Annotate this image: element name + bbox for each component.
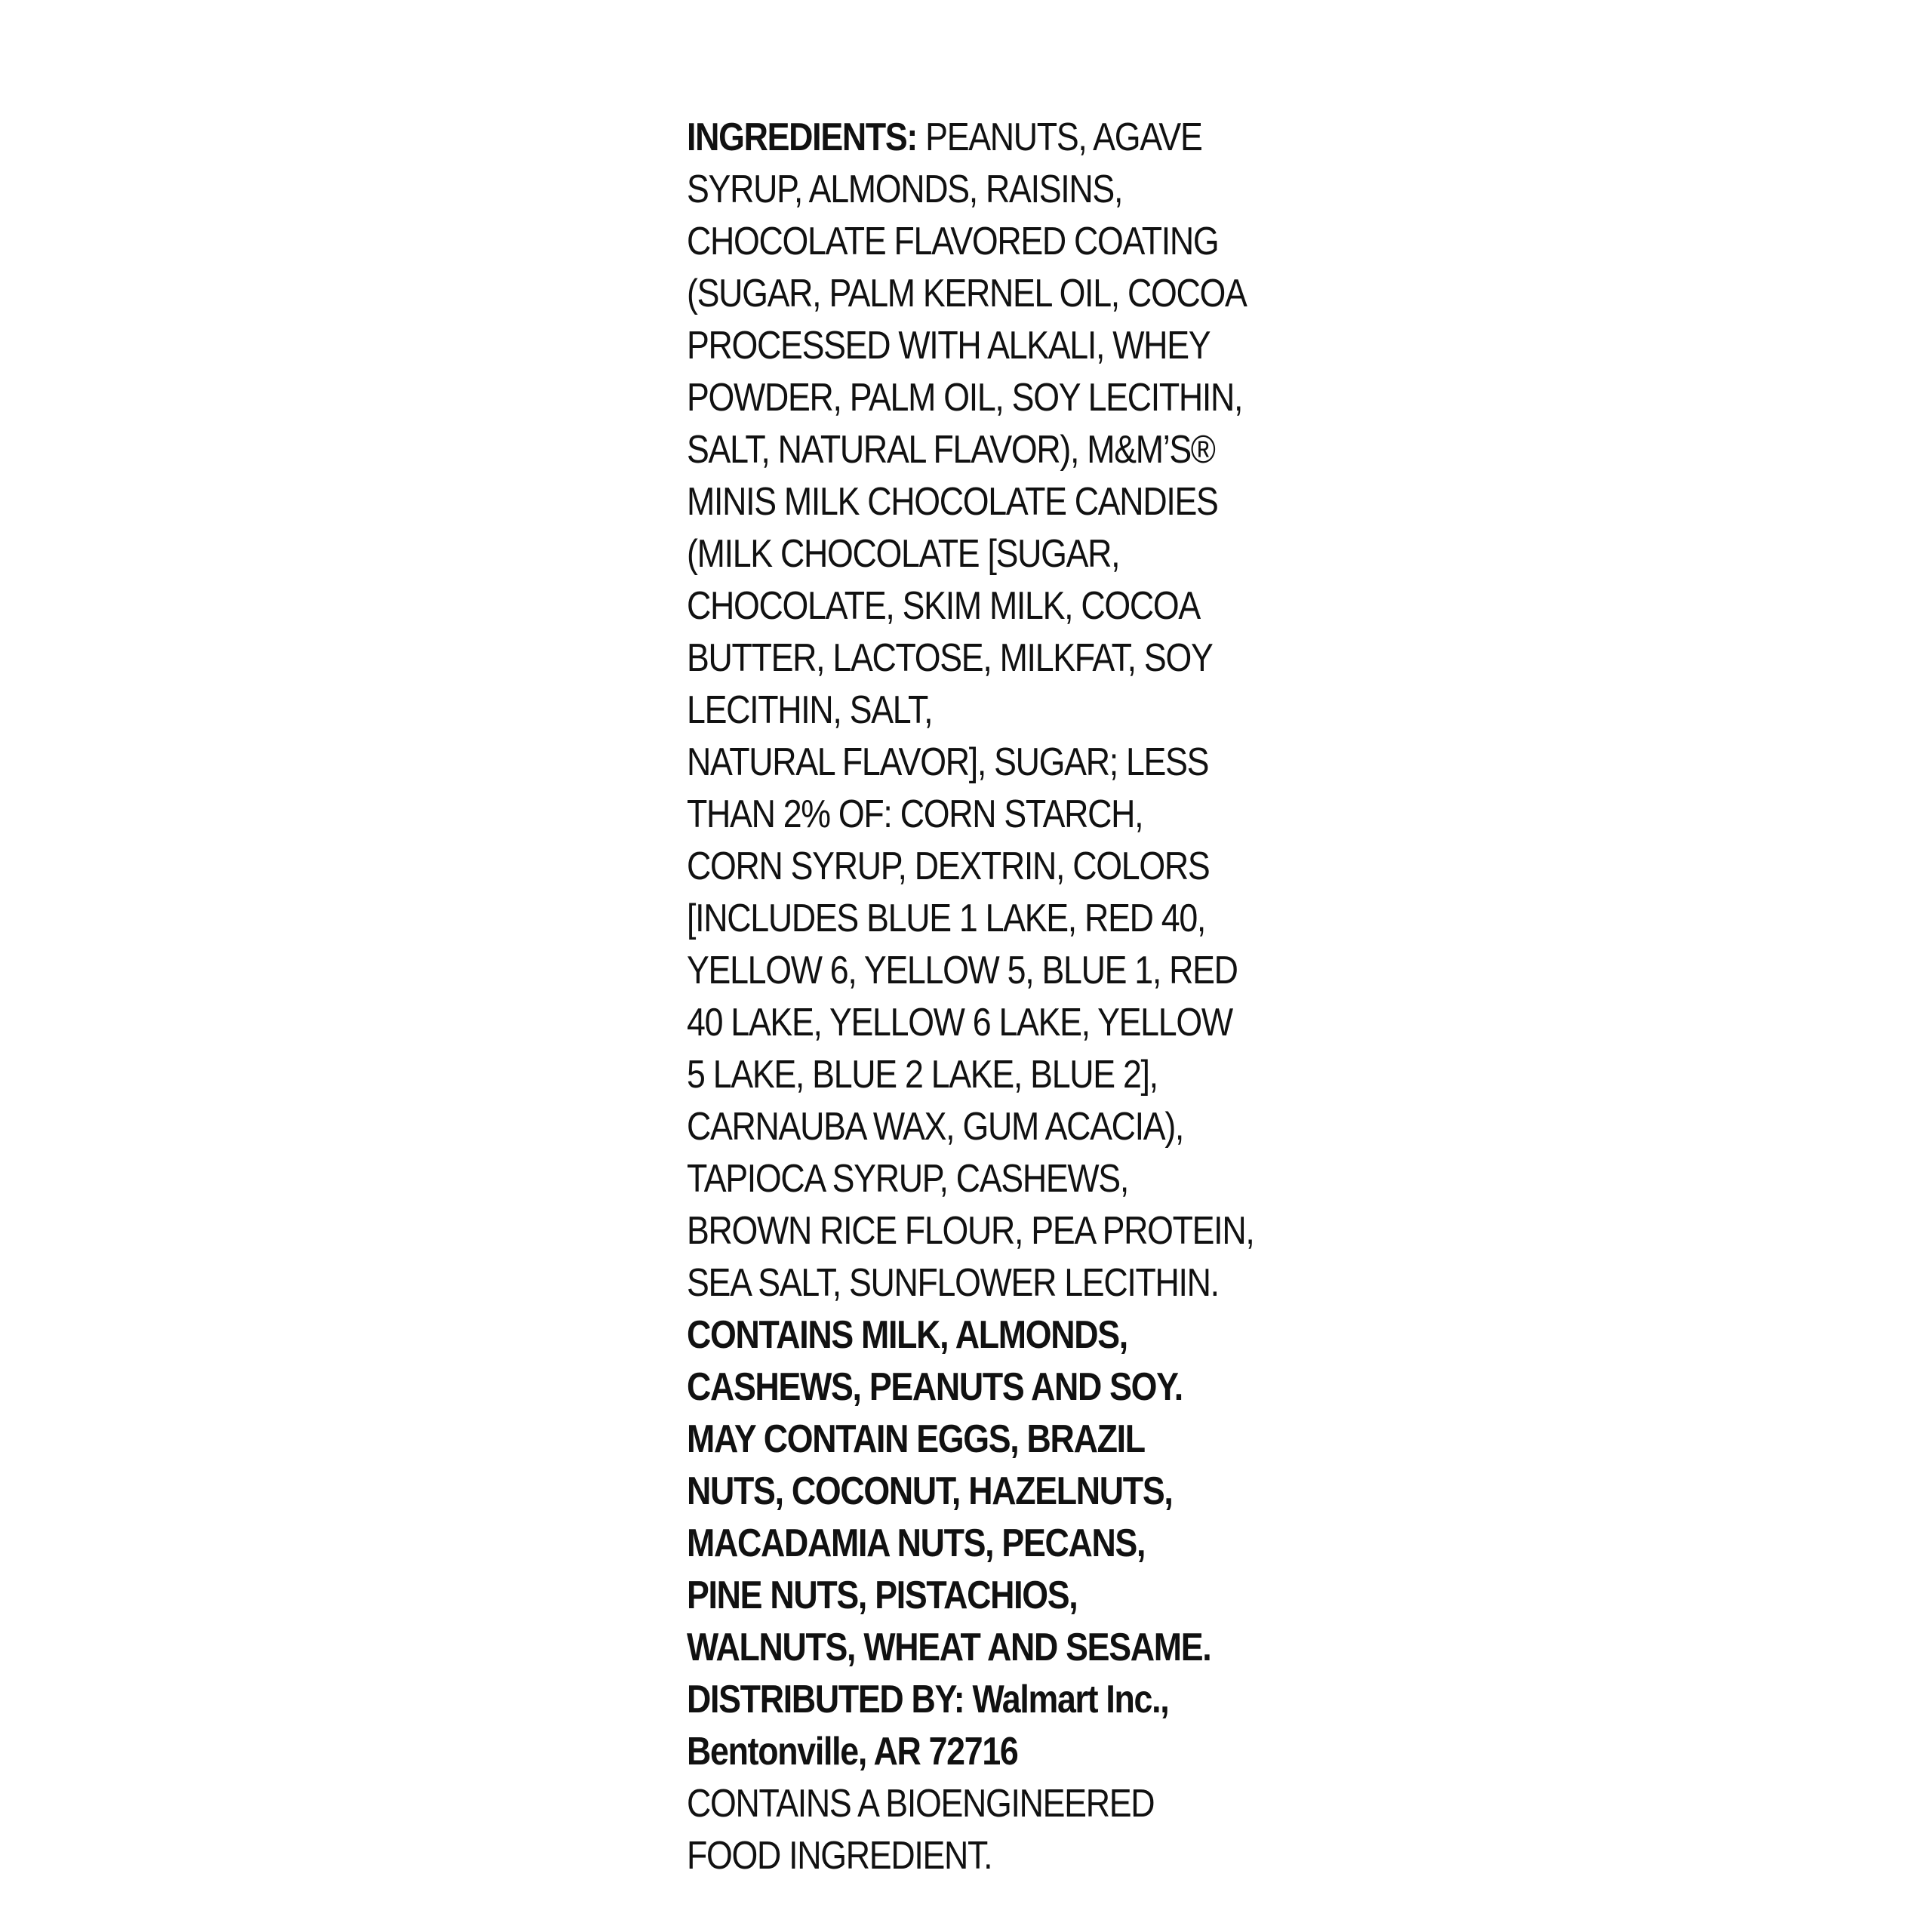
allergen-line: MAY CONTAIN EGGS, BRAZIL: [687, 1417, 1145, 1461]
ingredients-line: SALT, NATURAL FLAVOR), M&M’S®: [687, 428, 1215, 472]
allergen-line: PINE NUTS, PISTACHIOS,: [687, 1574, 1078, 1617]
ingredients-line: CHOCOLATE FLAVORED COATING: [687, 220, 1219, 263]
ingredients-line-1: [687, 112, 1202, 164]
ingredients-line: CORN SYRUP, DEXTRIN, COLORS: [687, 844, 1210, 888]
allergen-line: NUTS, COCONUT, HAZELNUTS,: [687, 1469, 1173, 1513]
allergen-line: CASHEWS, PEANUTS AND SOY.: [687, 1365, 1183, 1409]
distributor-line: DISTRIBUTED BY: Walmart Inc.,: [687, 1678, 1169, 1721]
bioengineered-line: FOOD INGREDIENT.: [687, 1834, 992, 1878]
ingredients-line: [INCLUDES BLUE 1 LAKE, RED 40,: [687, 897, 1206, 940]
allergen-line: CONTAINS MILK, ALMONDS,: [687, 1313, 1128, 1357]
ingredients-line: SYRUP, ALMONDS, RAISINS,: [687, 168, 1123, 211]
ingredients-text: PEANUTS, AGAVE: [917, 115, 1202, 159]
ingredients-line: MINIS MILK CHOCOLATE CANDIES: [687, 480, 1218, 524]
ingredients-line: BROWN RICE FLOUR, PEA PROTEIN,: [687, 1209, 1254, 1253]
ingredients-line: SEA SALT, SUNFLOWER LECITHIN.: [687, 1261, 1219, 1305]
ingredients-line: (MILK CHOCOLATE [SUGAR,: [687, 532, 1120, 576]
distributor-address: Bentonville, AR 72716: [687, 1730, 1018, 1774]
ingredients-line: PROCESSED WITH ALKALI, WHEY: [687, 324, 1211, 368]
allergen-line: WALNUTS, WHEAT AND SESAME.: [687, 1626, 1211, 1669]
ingredients-line: 5 LAKE, BLUE 2 LAKE, BLUE 2],: [687, 1053, 1158, 1097]
ingredients-panel: [687, 112, 1275, 1878]
ingredients-line: LECITHIN, SALT,: [687, 688, 933, 732]
allergen-line: MACADAMIA NUTS, PECANS,: [687, 1521, 1146, 1565]
ingredients-line: NATURAL FLAVOR], SUGAR; LESS: [687, 740, 1209, 784]
ingredients-line: CARNAUBA WAX, GUM ACACIA),: [687, 1105, 1184, 1149]
ingredients-line: CHOCOLATE, SKIM MILK, COCOA: [687, 584, 1200, 628]
bioengineered-line: CONTAINS A BIOENGINEERED: [687, 1782, 1155, 1826]
ingredients-line: THAN 2% OF: CORN STARCH,: [687, 792, 1143, 836]
ingredients-heading: INGREDIENTS:: [687, 115, 918, 159]
ingredients-line: YELLOW 6, YELLOW 5, BLUE 1, RED: [687, 949, 1238, 992]
ingredients-line: BUTTER, LACTOSE, MILKFAT, SOY: [687, 636, 1213, 680]
ingredients-line: (SUGAR, PALM KERNEL OIL, COCOA: [687, 272, 1247, 315]
ingredients-line: POWDER, PALM OIL, SOY LECITHIN,: [687, 376, 1243, 420]
ingredients-line: TAPIOCA SYRUP, CASHEWS,: [687, 1157, 1128, 1201]
ingredients-line: 40 LAKE, YELLOW 6 LAKE, YELLOW: [687, 1001, 1232, 1044]
